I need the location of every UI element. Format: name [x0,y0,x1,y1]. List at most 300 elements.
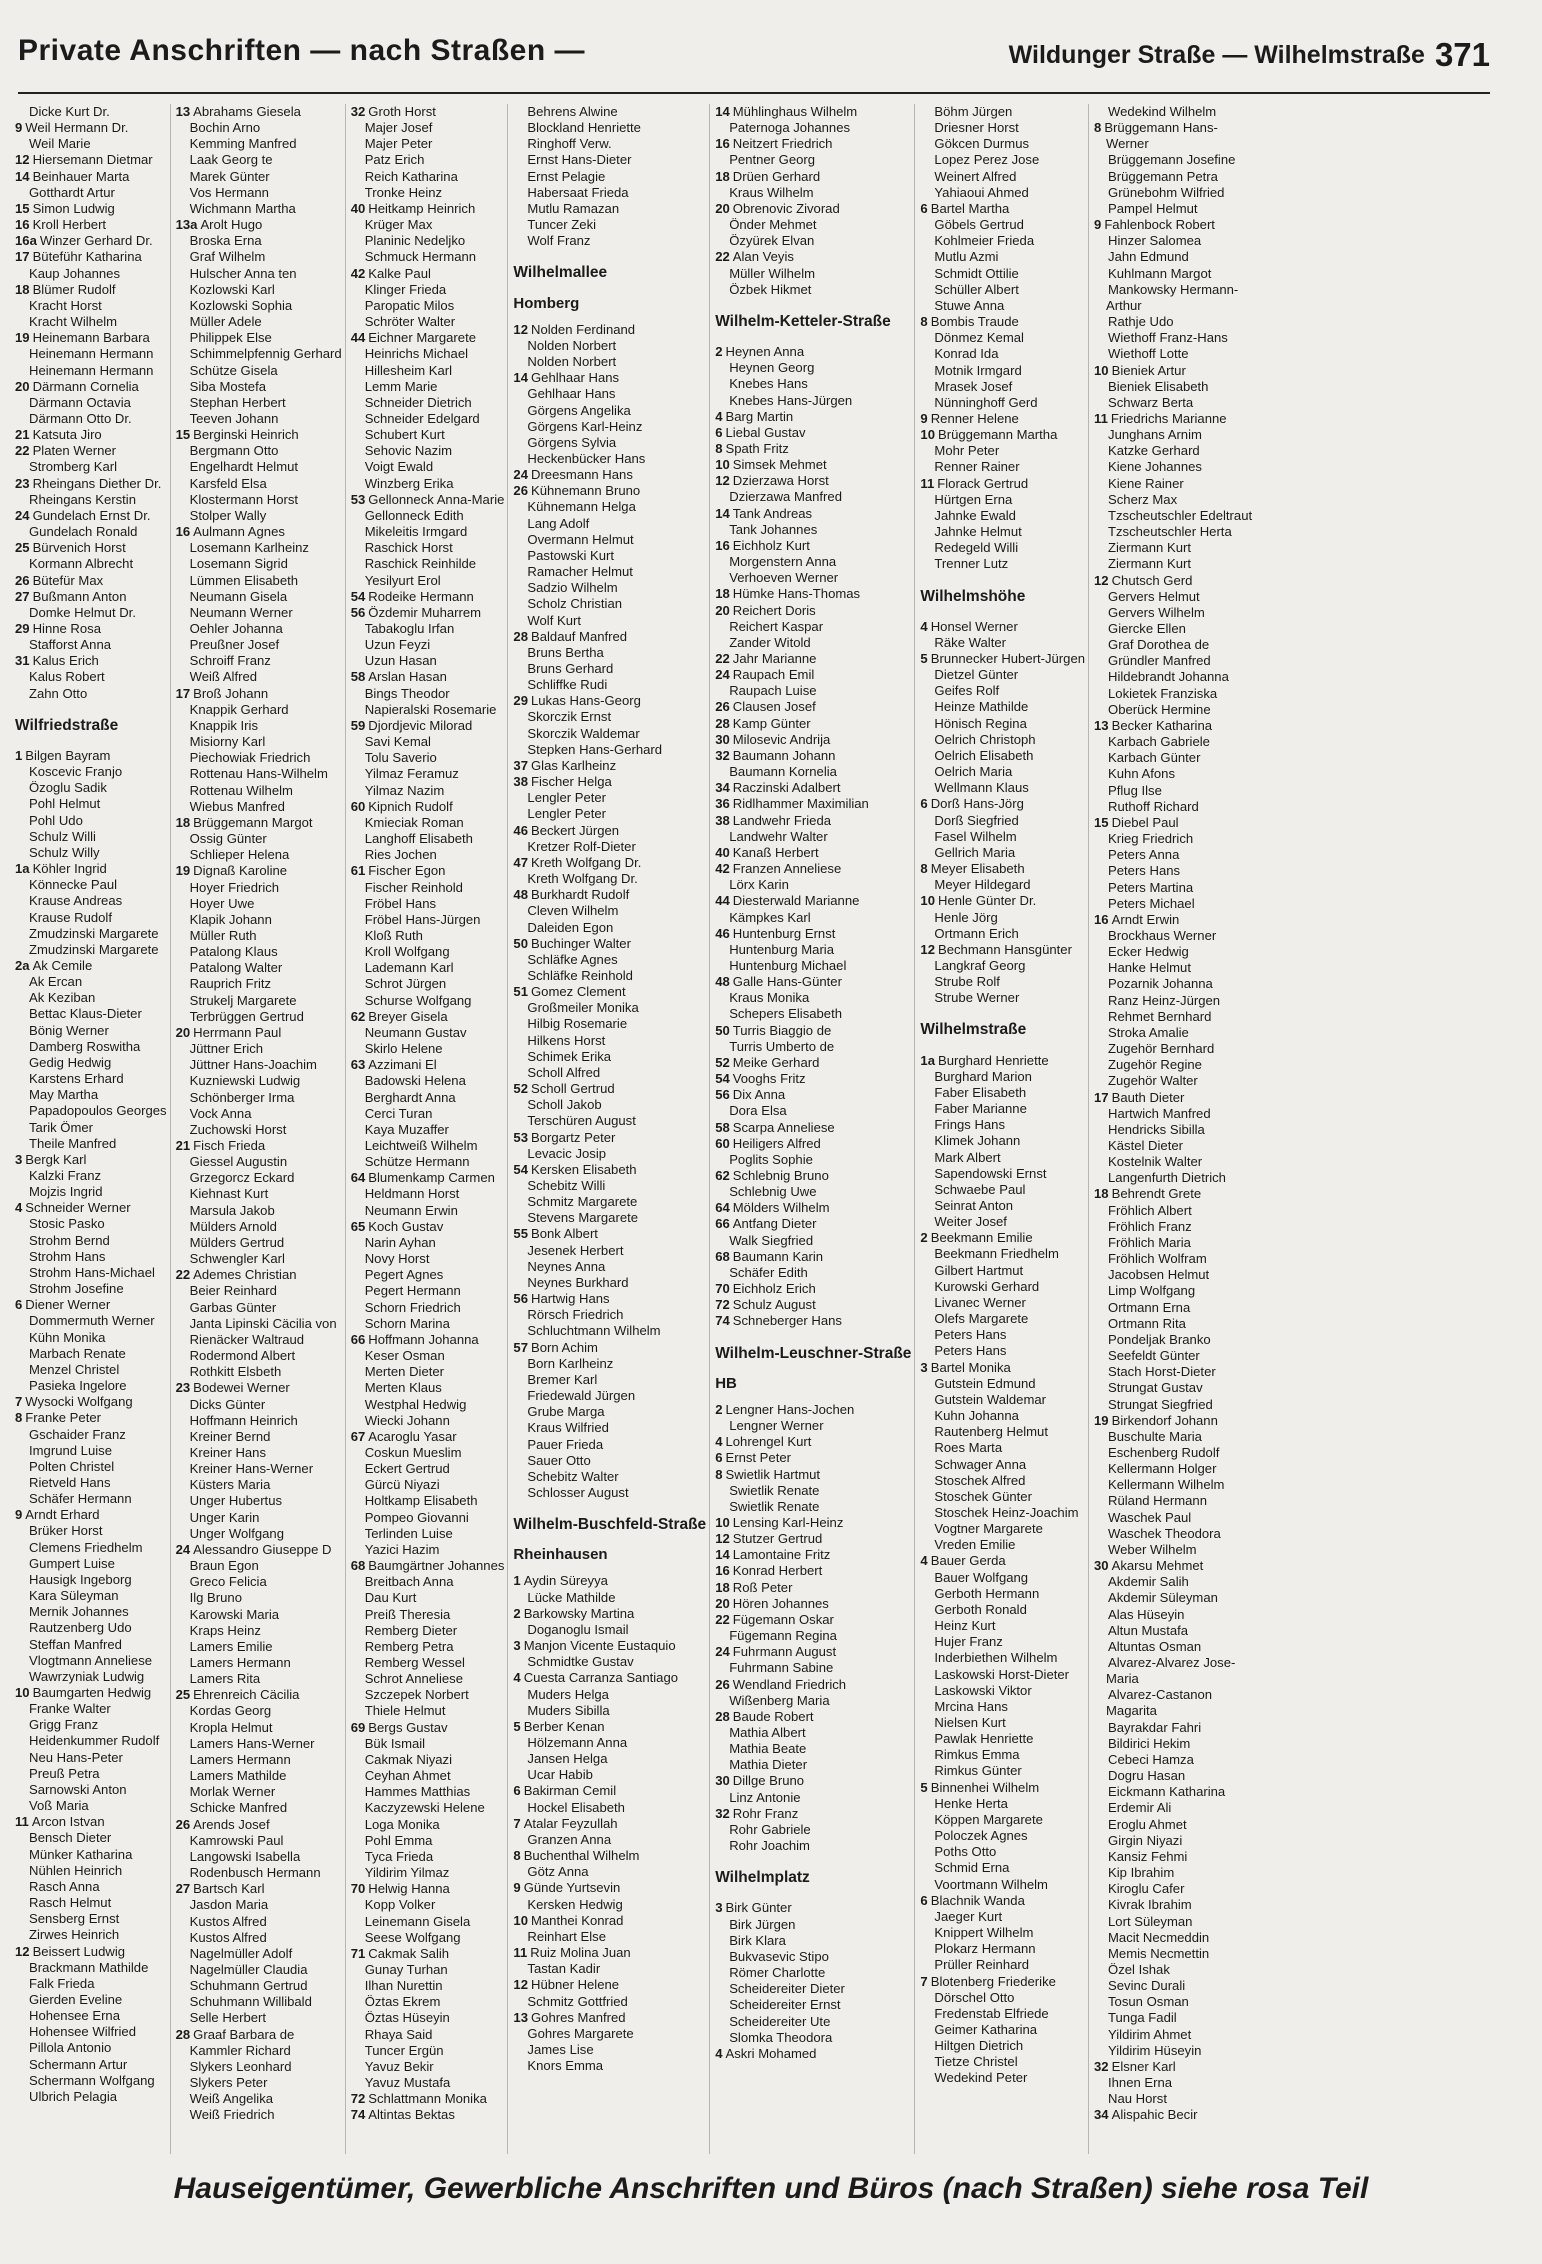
resident-entry [513,1880,706,1896]
resident-entry [15,1249,167,1265]
resident-name: Gilbert Hartmut [934,1262,1024,1278]
resident-name: Oelrich Christoph [934,731,1036,747]
resident-entry [513,1670,706,1686]
resident-name: Polten Christel [29,1458,115,1474]
resident-name: Schütze Hermann [364,1154,470,1170]
resident-name: Magarita [1106,1703,1157,1719]
house-number: 66 [715,1216,730,1232]
resident-name: Gierden Eveline [29,1991,123,2007]
resident-entry [715,1933,911,1949]
house-number: 12 [1094,572,1109,588]
resident-entry [920,152,1085,168]
resident-name: Brüggemann Petra [1108,168,1218,184]
resident-name: Overmann Helmut [527,531,634,547]
resident-name: Manthei Konrad [530,1912,624,1928]
resident-entry [920,1230,1085,1246]
resident-name: Gellrich Maria [934,844,1016,860]
resident-entry [15,492,167,508]
resident-entry [1094,799,1252,815]
resident-name: Badowski Helena [364,1073,466,1089]
resident-entry [15,1540,167,1556]
resident-entry [176,492,342,508]
resident-entry [176,1784,342,1800]
resident-name: Stepken Hans-Gerhard [527,741,663,757]
resident-entry [176,880,342,896]
resident-name: Zuchowski Horst [189,1121,287,1137]
resident-name: Heldmann Horst [364,1186,460,1202]
resident-entry [351,1510,505,1526]
resident-entry [1094,1493,1252,1509]
resident-entry [176,960,342,976]
resident-entry [920,1699,1085,1715]
resident-entry [920,1246,1085,1262]
resident-entry [920,411,1085,427]
resident-entry [1094,1300,1252,1316]
resident-name: Vock Anna [189,1105,252,1121]
resident-entry [1094,621,1252,637]
resident-name: Blachnik Wanda [930,1892,1025,1908]
resident-entry [351,540,505,556]
resident-entry [715,780,911,796]
house-number: 70 [350,1881,366,1897]
resident-name: Laak Georg te [189,152,273,168]
resident-entry [15,796,167,812]
house-number: 64 [715,1200,730,1216]
resident-name: Eroglu Ahmet [1108,1816,1187,1832]
resident-entry [1094,1817,1252,1833]
resident-entry [920,764,1085,780]
resident-name: Kopp Volker [364,1897,436,1913]
house-number: 20 [715,1595,730,1611]
house-number: 26 [15,572,30,588]
resident-name: Peters Hans [934,1343,1007,1359]
resident-name: Lemm Marie [364,378,438,394]
resident-entry [920,330,1085,346]
house-number: 16 [1094,911,1109,927]
house-number: 61 [350,863,366,879]
resident-name: Buchenthal Wilhelm [523,1848,640,1864]
resident-name: Peters Michael [1108,895,1195,911]
resident-entry [15,2040,167,2056]
resident-name: Bettac Klaus-Dieter [29,1006,142,1022]
resident-name: Küsters Maria [189,1477,271,1493]
resident-entry [920,1925,1085,1941]
resident-entry [15,1879,167,1895]
resident-name: Gervers Helmut [1108,588,1200,604]
resident-entry [351,653,505,669]
resident-name: Berghardt Anna [364,1089,456,1105]
resident-entry [715,1644,911,1660]
resident-name: Heitkamp Heinrich [368,200,476,216]
resident-name: Laskowski Viktor [934,1682,1032,1698]
resident-entry [351,152,505,168]
resident-name: Bergk Karl [25,1151,87,1167]
resident-name: Raupach Emil [732,667,815,683]
resident-entry [351,1994,505,2010]
resident-entry [513,532,706,548]
resident-entry [1094,993,1252,1009]
resident-name: Imgrund Luise [29,1442,112,1458]
resident-entry [176,104,342,120]
resident-entry [715,1184,911,1200]
resident-entry [715,1965,911,1981]
resident-name: Hockel Elisabeth [527,1799,625,1815]
resident-name: Kalke Paul [368,265,431,281]
house-number: 17 [1094,1089,1109,1105]
resident-name: Sadzio Wilhelm [527,580,618,596]
resident-name: Wiebus Manfred [189,798,285,814]
house-number: 29 [15,621,30,636]
resident-name: Schulz August [732,1297,816,1313]
house-number: 9 [920,410,928,426]
resident-entry [176,1542,342,1558]
resident-entry [1094,1090,1252,1106]
house-number: 19 [175,863,191,879]
resident-entry [1094,1364,1252,1380]
resident-name: Seefeldt Günter [1108,1348,1200,1364]
resident-entry [351,621,505,637]
house-number: 10 [715,457,730,473]
resident-name: Slykers Leonhard [189,2058,292,2074]
resident-name: Raschick Reinhilde [364,556,477,572]
directory-columns [10,104,1490,2154]
resident-name: Langowski Isabella [189,1848,301,1864]
house-number: 46 [513,822,528,838]
resident-entry [513,419,706,435]
resident-entry [351,1429,505,1445]
resident-entry [920,1133,1085,1149]
house-number: 19 [1094,1412,1109,1428]
resident-name: Baude Robert [732,1708,814,1724]
resident-name: Ringhoff Verw. [527,136,612,152]
resident-name: Linz Antonie [729,1789,801,1805]
house-number: 71 [350,1945,366,1961]
resident-name: Reichert Kaspar [729,618,824,634]
resident-entry [1094,573,1252,589]
resident-name: Gohres Manfred [530,2009,626,2025]
resident-name: Grzegorcz Eckard [189,1170,295,1186]
house-number: 14 [715,104,730,119]
resident-name: Blockland Henriette [527,120,641,136]
resident-entry [176,1445,342,1461]
resident-entry [1094,1380,1252,1396]
resident-entry [1094,2059,1252,2075]
resident-entry [1094,653,1252,669]
resident-name: Özyürek Elvan [729,233,815,249]
resident-name: Slykers Peter [189,2075,268,2091]
resident-name: Hausigk Ingeborg [29,1571,132,1587]
resident-name: Bruns Gerhard [527,661,614,676]
house-number: 40 [715,844,730,860]
resident-entry [1094,669,1252,685]
resident-entry [176,1235,342,1251]
resident-name: Djordjevic Milorad [368,717,473,733]
resident-entry [176,847,342,863]
resident-entry [15,524,167,540]
resident-entry [715,1055,911,1071]
resident-entry [920,780,1085,796]
resident-entry [920,1473,1085,1489]
resident-name: Baumgarten Hedwig [32,1685,152,1700]
resident-name: Hohensee Wilfried [29,2024,136,2040]
resident-entry [513,661,706,677]
resident-name: Lamers Mathilde [189,1768,287,1784]
resident-entry [15,233,167,249]
resident-entry [176,508,342,524]
resident-name: Bombis Traude [930,314,1019,330]
resident-name: Klostermann Horst [189,491,299,507]
resident-entry [513,1340,706,1356]
resident-entry [176,443,342,459]
house-number: 44 [715,893,730,909]
resident-entry [1094,1833,1252,1849]
resident-entry [715,1249,911,1265]
resident-entry [920,1828,1085,1844]
resident-name: Strungat Gustav [1108,1380,1203,1396]
resident-name: Baldauf Manfred [530,628,628,644]
resident-name: Görgens Sylvia [527,434,617,450]
resident-name: Dorß Hans-Jörg [930,796,1024,812]
house-number: 66 [350,1331,366,1347]
resident-entry [15,764,167,780]
house-number: 28 [513,628,528,644]
resident-name: Reinhart Else [527,1928,607,1944]
resident-entry [15,748,167,764]
resident-entry [920,233,1085,249]
resident-entry [1094,104,1252,120]
resident-name: Bartsch Karl [193,1881,265,1897]
resident-name: Stevens Margarete [527,1210,639,1226]
resident-entry [513,136,706,152]
resident-name: Eckert Gertrud [364,1461,450,1477]
resident-name: Stoschek Alfred [934,1472,1026,1488]
resident-name: Karbach Gabriele [1108,734,1210,750]
resident-entry [1094,1914,1252,1930]
resident-name: Daleiden Egon [527,919,614,935]
house-number: 25 [15,540,30,556]
resident-name: Weiß Friedrich [189,2107,275,2123]
resident-name: Arthur [1106,297,1142,313]
house-number: 22 [715,249,730,265]
resident-entry [920,1537,1085,1553]
resident-entry [176,1865,342,1881]
resident-name: Zmudzinski Margarete [29,925,159,941]
resident-name: Scherz Max [1108,491,1178,507]
resident-entry [351,766,505,782]
resident-name: Narin Ayhan [364,1234,436,1250]
resident-name: Weinert Alfred [934,168,1017,184]
resident-name: Kiene Rainer [1108,475,1184,491]
resident-entry [715,1483,911,1499]
resident-name: Pawlak Henriette [934,1731,1034,1747]
resident-name: Därmann Cornelia [32,378,139,394]
resident-entry [715,1790,911,1806]
street-heading: Wilhelmshöhe [920,587,1026,605]
resident-name: Strohm Hans [29,1248,106,1264]
resident-entry [1094,783,1252,799]
house-number: 11 [513,1945,528,1961]
resident-name: Pompeo Giovanni [364,1509,469,1525]
house-number: 11 [15,1814,29,1830]
resident-name: Schläfke Reinhold [527,967,633,983]
resident-entry [1094,346,1252,362]
resident-name: Greco Felicia [189,1574,267,1590]
resident-entry [15,829,167,845]
house-number: 16 [15,217,30,233]
resident-name: Schwarz Berta [1108,394,1194,410]
resident-entry [15,363,167,379]
resident-name: Barkowsky Martina [523,1605,635,1621]
resident-name: Sevinc Durali [1108,1978,1186,1994]
resident-entry [176,831,342,847]
resident-name: Unger Hubertus [189,1493,283,1509]
resident-entry [715,877,911,893]
resident-name: Neumann Werner [189,604,293,620]
resident-entry [351,1057,505,1073]
resident-entry [176,1154,342,1170]
resident-name: Fisch Frieda [193,1138,266,1153]
resident-name: Rüland Hermann [1108,1493,1207,1509]
resident-name: Gumpert Luise [29,1555,115,1571]
resident-name: Fredenstab Elfriede [934,2005,1049,2021]
resident-entry [1094,1106,1252,1122]
resident-name: Doganoglu Ismail [527,1621,629,1637]
resident-entry [1094,266,1252,282]
resident-name: Lengner Hans-Jochen [725,1401,855,1417]
resident-entry [351,686,505,702]
resident-entry [15,1087,167,1103]
resident-entry [15,1830,167,1846]
resident-name: Bings Theodor [364,685,450,701]
house-number: 46 [715,925,730,941]
resident-name: Grube Marga [527,1404,605,1420]
house-number: 16 [175,524,191,540]
resident-entry [920,1214,1085,1230]
resident-name: Schrot Anneliese [364,1671,463,1687]
resident-name: Kmieciak Roman [364,814,464,830]
house-number: 12 [513,1977,528,1993]
resident-name: Koscevic Franjo [29,764,123,780]
resident-entry [920,1974,1085,1990]
resident-entry [351,2091,505,2107]
resident-name: Giercke Ellen [1108,621,1186,636]
resident-entry [513,596,706,612]
resident-entry [920,1489,1085,1505]
resident-entry [715,958,911,974]
resident-entry [513,693,706,709]
resident-entry [715,1200,911,1216]
resident-name: Planinic Nedeljko [364,233,466,249]
resident-entry [715,393,911,409]
resident-entry [351,1914,505,1930]
resident-name: Poths Otto [934,1844,997,1860]
resident-entry [513,1049,706,1065]
resident-name: Schlattmann Monika [368,2091,487,2107]
resident-entry [513,1130,706,1146]
house-number: 7 [920,1973,928,1989]
resident-entry [715,538,911,554]
resident-name: Granzen Anna [527,1831,612,1847]
resident-name: Brüggemann Josefine [1108,152,1236,168]
resident-name: Günde Yurtsevin [523,1880,621,1896]
resident-entry [351,993,505,1009]
resident-entry [513,1162,706,1178]
resident-entry [715,1467,911,1483]
resident-name: Poglits Sophie [729,1151,813,1167]
resident-name: Girgin Niyazi [1108,1832,1183,1848]
resident-name: Bergmann Otto [189,443,279,459]
resident-name: Muders Helga [527,1686,609,1702]
resident-entry [513,1961,706,1977]
resident-entry [15,104,167,120]
resident-name: Binnenhei Wilhelm [930,1779,1040,1795]
resident-name: Kühn Monika [29,1329,106,1345]
resident-name: Stuwe Anna [934,297,1005,313]
resident-name: Schlebnig Bruno [732,1168,829,1183]
resident-name: Hilbig Rosemarie [527,1016,628,1032]
resident-name: Gehlhaar Hans [530,370,620,386]
house-number: 38 [513,774,528,790]
resident-entry [715,2046,911,2062]
resident-entry [351,2010,505,2026]
resident-entry [15,1637,167,1653]
resident-entry [351,2107,505,2123]
resident-name: Arcon Istvan [31,1814,105,1830]
resident-name: Münker Katharina [29,1846,133,1862]
resident-entry [176,1849,342,1865]
resident-entry [715,409,911,425]
resident-entry [15,1410,167,1426]
resident-name: Azzimani El [368,1057,437,1073]
resident-entry [513,403,706,419]
resident-name: Coskun Mueslim [364,1444,462,1460]
resident-name: Damberg Roswitha [29,1038,141,1054]
resident-name: Henle Günter Dr. [938,893,1037,909]
resident-name: Rohr Franz [732,1805,799,1821]
resident-name: Bieniek Elisabeth [1108,378,1209,394]
resident-name: Driesner Horst [934,120,1019,136]
resident-name: Rheingans Diether Dr. [32,475,162,491]
resident-entry [920,1796,1085,1812]
resident-entry [1094,1639,1252,1655]
resident-entry [351,1833,505,1849]
resident-entry [176,459,342,475]
resident-entry [920,861,1085,877]
resident-name: Cakmak Niyazi [364,1751,453,1767]
resident-name: Hinzer Salomea [1108,233,1202,249]
resident-entry [351,1380,505,1396]
resident-entry [513,774,706,790]
resident-entry [920,910,1085,926]
resident-name: Özdemir Muharrem [368,604,482,620]
resident-entry [715,1531,911,1547]
resident-name: Breyer Gisela [368,1008,448,1024]
resident-name: Hendricks Sibilla [1108,1121,1205,1137]
resident-entry [715,233,911,249]
resident-entry [715,1741,911,1757]
resident-entry [513,968,706,984]
resident-name: Borgartz Peter [530,1129,616,1145]
footer-note: Hauseigentümer, Gewerbliche Anschriften und Büros (nach Straßen) siehe rosa Teil [173,2172,1369,2205]
house-number: 26 [175,1816,191,1832]
resident-name: Zahn Otto [29,685,88,701]
resident-name: Brüker Horst [29,1523,103,1539]
resident-name: Voigt Ewald [364,459,434,475]
resident-name: Paropatic Milos [364,297,455,313]
resident-entry [715,926,911,942]
resident-entry [1094,330,1252,346]
resident-entry [351,1477,505,1493]
